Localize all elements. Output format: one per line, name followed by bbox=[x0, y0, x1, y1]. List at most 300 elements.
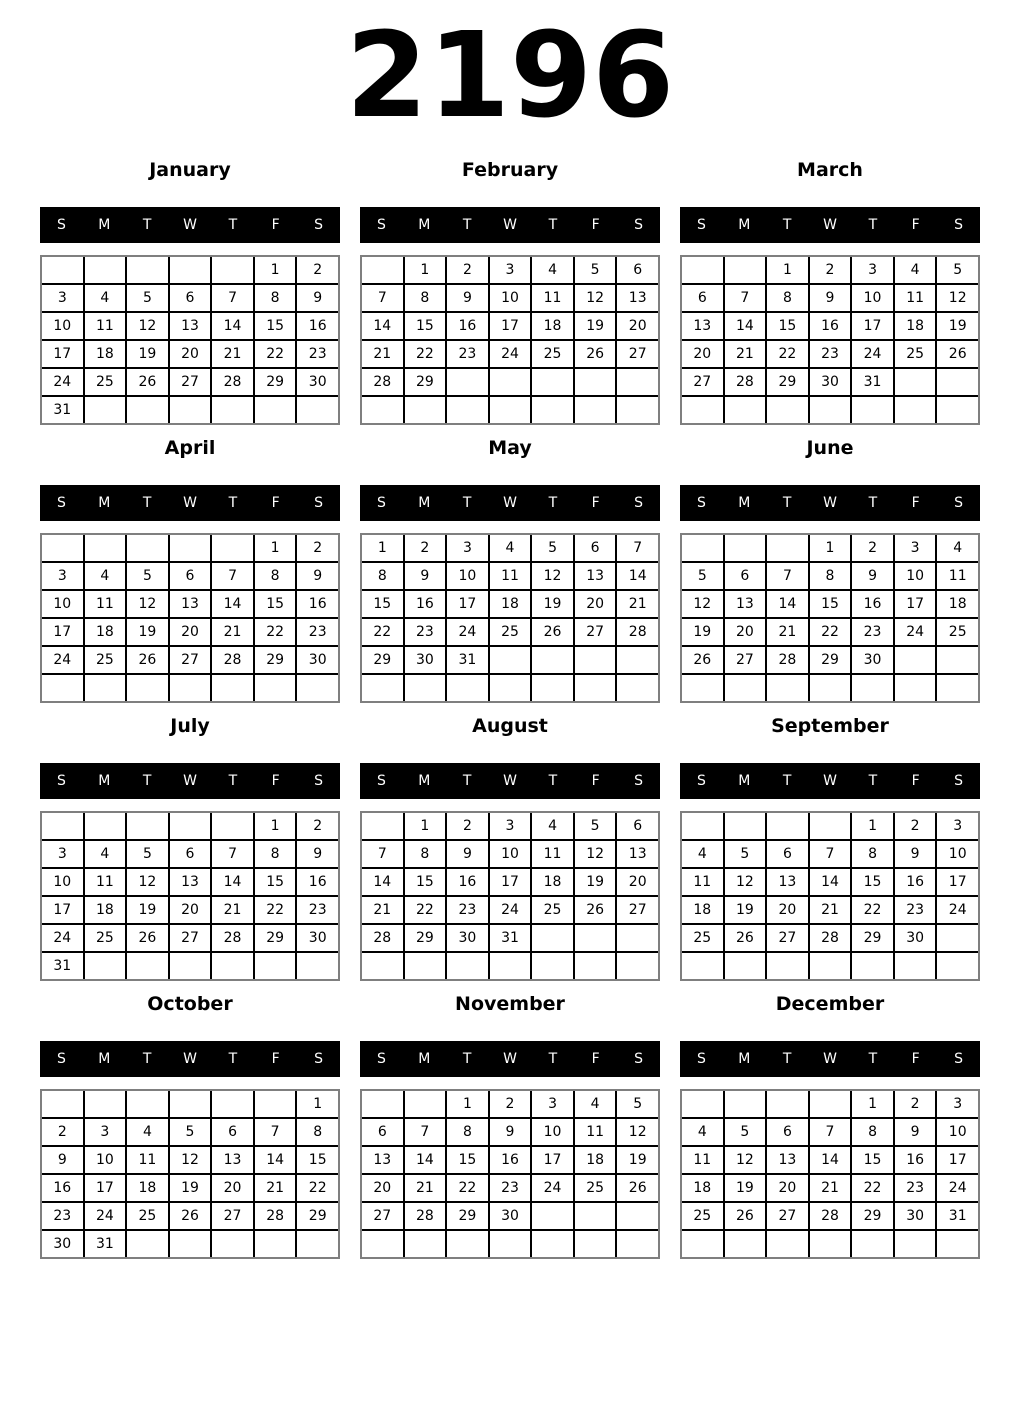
day-cell: 11 bbox=[85, 591, 126, 617]
day-cell-empty bbox=[297, 397, 338, 423]
weekday-label: T bbox=[462, 1051, 472, 1067]
day-cell: 17 bbox=[532, 1147, 573, 1173]
day-cell: 6 bbox=[170, 563, 211, 589]
day-cell: 26 bbox=[725, 1203, 766, 1229]
day-cell: 13 bbox=[170, 591, 211, 617]
day-cell: 12 bbox=[937, 285, 978, 311]
day-cell: 3 bbox=[937, 813, 978, 839]
day-cell: 21 bbox=[362, 341, 403, 367]
day-cell: 6 bbox=[617, 813, 658, 839]
month-days-grid bbox=[680, 811, 980, 981]
day-cell: 24 bbox=[42, 925, 83, 951]
day-cell: 4 bbox=[85, 285, 126, 311]
day-cell-empty bbox=[42, 535, 83, 561]
day-cell-empty bbox=[575, 397, 616, 423]
day-cell: 19 bbox=[682, 619, 723, 645]
day-cell: 4 bbox=[85, 841, 126, 867]
day-cell: 6 bbox=[767, 1119, 808, 1145]
day-cell: 19 bbox=[127, 897, 168, 923]
day-cell: 29 bbox=[810, 647, 851, 673]
day-cell: 8 bbox=[852, 841, 893, 867]
day-cell: 20 bbox=[767, 1175, 808, 1201]
day-cell: 26 bbox=[127, 647, 168, 673]
weekday-label: M bbox=[738, 495, 751, 511]
weekday-label: T bbox=[868, 217, 878, 233]
weekday-label: S bbox=[696, 217, 706, 233]
day-cell-empty bbox=[810, 813, 851, 839]
day-cell-empty bbox=[170, 1091, 211, 1117]
day-cell: 3 bbox=[852, 257, 893, 283]
weekday-label: S bbox=[954, 1051, 964, 1067]
weekday-label: T bbox=[782, 495, 792, 511]
day-cell: 20 bbox=[617, 313, 658, 339]
day-cell: 2 bbox=[42, 1119, 83, 1145]
day-cell: 28 bbox=[255, 1203, 296, 1229]
day-cell-empty bbox=[767, 1091, 808, 1117]
weekday-label: T bbox=[782, 217, 792, 233]
day-cell: 9 bbox=[42, 1147, 83, 1173]
day-cell: 24 bbox=[42, 369, 83, 395]
day-cell: 28 bbox=[362, 925, 403, 951]
day-cell: 15 bbox=[255, 591, 296, 617]
day-cell-empty bbox=[852, 675, 893, 701]
day-cell: 28 bbox=[767, 647, 808, 673]
day-cell: 30 bbox=[895, 925, 936, 951]
day-cell: 2 bbox=[810, 257, 851, 283]
day-cell: 1 bbox=[255, 257, 296, 283]
month-may bbox=[360, 433, 660, 703]
day-cell-empty bbox=[810, 675, 851, 701]
day-cell: 8 bbox=[767, 285, 808, 311]
day-cell-empty bbox=[447, 397, 488, 423]
day-cell: 19 bbox=[575, 869, 616, 895]
day-cell: 7 bbox=[362, 285, 403, 311]
weekday-label: S bbox=[314, 1051, 324, 1067]
day-cell-empty bbox=[362, 953, 403, 979]
day-cell: 2 bbox=[895, 1091, 936, 1117]
day-cell-empty bbox=[725, 397, 766, 423]
weekday-label: W bbox=[503, 1051, 517, 1067]
day-cell: 15 bbox=[255, 869, 296, 895]
day-cell: 27 bbox=[617, 897, 658, 923]
day-cell: 26 bbox=[170, 1203, 211, 1229]
day-cell: 23 bbox=[852, 619, 893, 645]
day-cell-empty bbox=[767, 397, 808, 423]
day-cell: 19 bbox=[170, 1175, 211, 1201]
month-title: December bbox=[775, 993, 885, 1015]
day-cell-empty bbox=[127, 257, 168, 283]
weekday-label: F bbox=[911, 217, 920, 233]
day-cell: 22 bbox=[447, 1175, 488, 1201]
day-cell: 27 bbox=[725, 647, 766, 673]
day-cell-empty bbox=[810, 953, 851, 979]
month-march bbox=[680, 155, 980, 425]
day-cell: 25 bbox=[575, 1175, 616, 1201]
day-cell-empty bbox=[362, 675, 403, 701]
day-cell: 8 bbox=[447, 1119, 488, 1145]
day-cell: 5 bbox=[937, 257, 978, 283]
day-cell: 18 bbox=[895, 313, 936, 339]
day-cell-empty bbox=[725, 1231, 766, 1257]
day-cell: 28 bbox=[810, 925, 851, 951]
day-cell: 27 bbox=[617, 341, 658, 367]
day-cell-empty bbox=[725, 675, 766, 701]
month-title: November bbox=[455, 993, 565, 1015]
day-cell: 29 bbox=[255, 925, 296, 951]
day-cell-empty bbox=[85, 953, 126, 979]
day-cell: 8 bbox=[255, 285, 296, 311]
day-cell: 13 bbox=[682, 313, 723, 339]
day-cell-empty bbox=[725, 813, 766, 839]
day-cell: 16 bbox=[895, 1147, 936, 1173]
day-cell: 20 bbox=[362, 1175, 403, 1201]
day-cell-empty bbox=[725, 257, 766, 283]
day-cell: 3 bbox=[490, 257, 531, 283]
day-cell-empty bbox=[617, 397, 658, 423]
day-cell: 7 bbox=[362, 841, 403, 867]
day-cell: 10 bbox=[490, 285, 531, 311]
day-cell: 24 bbox=[490, 897, 531, 923]
day-cell: 28 bbox=[617, 619, 658, 645]
day-cell: 13 bbox=[725, 591, 766, 617]
day-cell: 5 bbox=[170, 1119, 211, 1145]
day-cell: 10 bbox=[937, 841, 978, 867]
day-cell: 2 bbox=[297, 535, 338, 561]
day-cell: 9 bbox=[447, 841, 488, 867]
day-cell: 9 bbox=[852, 563, 893, 589]
day-cell: 22 bbox=[362, 619, 403, 645]
weekday-label: S bbox=[954, 217, 964, 233]
day-cell: 14 bbox=[810, 1147, 851, 1173]
day-cell: 16 bbox=[42, 1175, 83, 1201]
day-cell-empty bbox=[212, 257, 253, 283]
weekday-label: T bbox=[782, 773, 792, 789]
day-cell: 8 bbox=[255, 841, 296, 867]
day-cell: 29 bbox=[405, 369, 446, 395]
month-title: August bbox=[472, 715, 548, 737]
day-cell: 18 bbox=[532, 869, 573, 895]
weekday-label: S bbox=[634, 217, 644, 233]
day-cell: 9 bbox=[895, 1119, 936, 1145]
day-cell: 29 bbox=[852, 1203, 893, 1229]
day-cell: 29 bbox=[297, 1203, 338, 1229]
day-cell: 27 bbox=[170, 369, 211, 395]
weekday-label: S bbox=[696, 495, 706, 511]
weekday-label: S bbox=[56, 773, 66, 789]
weekday-label: F bbox=[591, 773, 600, 789]
weekday-label: M bbox=[738, 773, 751, 789]
weekday-header-bar bbox=[40, 1041, 340, 1077]
day-cell: 26 bbox=[127, 925, 168, 951]
weekday-label: S bbox=[634, 495, 644, 511]
day-cell: 6 bbox=[767, 841, 808, 867]
day-cell-empty bbox=[532, 647, 573, 673]
weekday-label: S bbox=[634, 773, 644, 789]
day-cell: 1 bbox=[297, 1091, 338, 1117]
day-cell: 23 bbox=[297, 341, 338, 367]
day-cell-empty bbox=[405, 675, 446, 701]
day-cell: 13 bbox=[362, 1147, 403, 1173]
month-february bbox=[360, 155, 660, 425]
day-cell-empty bbox=[575, 369, 616, 395]
day-cell-empty bbox=[895, 369, 936, 395]
day-cell: 13 bbox=[617, 285, 658, 311]
weekday-label: F bbox=[591, 217, 600, 233]
day-cell: 31 bbox=[42, 953, 83, 979]
day-cell: 8 bbox=[852, 1119, 893, 1145]
day-cell: 20 bbox=[170, 619, 211, 645]
day-cell: 23 bbox=[42, 1203, 83, 1229]
day-cell-empty bbox=[85, 535, 126, 561]
day-cell: 1 bbox=[447, 1091, 488, 1117]
month-days-grid bbox=[360, 255, 660, 425]
day-cell: 15 bbox=[362, 591, 403, 617]
day-cell: 2 bbox=[297, 257, 338, 283]
day-cell: 10 bbox=[42, 869, 83, 895]
day-cell-empty bbox=[767, 1231, 808, 1257]
weekday-label: M bbox=[738, 217, 751, 233]
weekday-label: T bbox=[228, 1051, 238, 1067]
day-cell: 3 bbox=[532, 1091, 573, 1117]
day-cell-empty bbox=[810, 1231, 851, 1257]
day-cell: 18 bbox=[532, 313, 573, 339]
day-cell-empty bbox=[405, 397, 446, 423]
day-cell-empty bbox=[85, 813, 126, 839]
day-cell: 19 bbox=[937, 313, 978, 339]
day-cell-empty bbox=[575, 953, 616, 979]
day-cell: 28 bbox=[725, 369, 766, 395]
day-cell: 27 bbox=[575, 619, 616, 645]
day-cell: 3 bbox=[42, 563, 83, 589]
day-cell-empty bbox=[767, 953, 808, 979]
day-cell-empty bbox=[255, 1231, 296, 1257]
day-cell-empty bbox=[405, 953, 446, 979]
day-cell-empty bbox=[255, 675, 296, 701]
day-cell: 12 bbox=[725, 1147, 766, 1173]
day-cell: 8 bbox=[810, 563, 851, 589]
day-cell: 4 bbox=[682, 1119, 723, 1145]
day-cell: 19 bbox=[725, 1175, 766, 1201]
weekday-label: W bbox=[183, 495, 197, 511]
day-cell-empty bbox=[170, 535, 211, 561]
day-cell: 30 bbox=[405, 647, 446, 673]
day-cell-empty bbox=[405, 1091, 446, 1117]
day-cell-empty bbox=[852, 1231, 893, 1257]
day-cell: 23 bbox=[895, 897, 936, 923]
day-cell: 5 bbox=[127, 841, 168, 867]
weekday-label: S bbox=[314, 773, 324, 789]
day-cell: 15 bbox=[852, 869, 893, 895]
day-cell-empty bbox=[212, 953, 253, 979]
day-cell: 11 bbox=[937, 563, 978, 589]
day-cell: 26 bbox=[617, 1175, 658, 1201]
day-cell-empty bbox=[895, 953, 936, 979]
month-january bbox=[40, 155, 340, 425]
day-cell: 4 bbox=[937, 535, 978, 561]
day-cell: 22 bbox=[255, 897, 296, 923]
day-cell: 24 bbox=[937, 1175, 978, 1201]
weekday-header-bar bbox=[40, 763, 340, 799]
day-cell: 18 bbox=[127, 1175, 168, 1201]
day-cell: 26 bbox=[725, 925, 766, 951]
weekday-label: W bbox=[183, 1051, 197, 1067]
weekday-label: T bbox=[548, 773, 558, 789]
day-cell: 23 bbox=[895, 1175, 936, 1201]
weekday-label: F bbox=[591, 1051, 600, 1067]
day-cell-empty bbox=[490, 1231, 531, 1257]
day-cell: 2 bbox=[297, 813, 338, 839]
day-cell: 4 bbox=[490, 535, 531, 561]
day-cell: 16 bbox=[447, 869, 488, 895]
day-cell-empty bbox=[127, 675, 168, 701]
day-cell: 14 bbox=[405, 1147, 446, 1173]
month-title: January bbox=[149, 159, 231, 181]
day-cell: 29 bbox=[362, 647, 403, 673]
day-cell: 14 bbox=[362, 313, 403, 339]
day-cell: 30 bbox=[852, 647, 893, 673]
day-cell: 26 bbox=[575, 341, 616, 367]
day-cell: 11 bbox=[127, 1147, 168, 1173]
day-cell: 20 bbox=[617, 869, 658, 895]
weekday-label: W bbox=[823, 495, 837, 511]
day-cell: 13 bbox=[212, 1147, 253, 1173]
day-cell-empty bbox=[617, 1231, 658, 1257]
day-cell: 17 bbox=[42, 341, 83, 367]
day-cell: 15 bbox=[255, 313, 296, 339]
day-cell: 21 bbox=[617, 591, 658, 617]
day-cell: 30 bbox=[895, 1203, 936, 1229]
day-cell: 2 bbox=[490, 1091, 531, 1117]
weekday-label: T bbox=[548, 1051, 558, 1067]
weekday-label: T bbox=[868, 1051, 878, 1067]
weekday-label: F bbox=[271, 217, 280, 233]
day-cell-empty bbox=[725, 535, 766, 561]
months-grid bbox=[0, 155, 1020, 1259]
day-cell-empty bbox=[490, 647, 531, 673]
day-cell: 20 bbox=[767, 897, 808, 923]
day-cell: 17 bbox=[85, 1175, 126, 1201]
month-days-grid bbox=[680, 533, 980, 703]
weekday-label: S bbox=[56, 217, 66, 233]
day-cell: 12 bbox=[725, 869, 766, 895]
weekday-label: S bbox=[376, 1051, 386, 1067]
day-cell: 9 bbox=[895, 841, 936, 867]
weekday-label: T bbox=[142, 495, 152, 511]
day-cell: 6 bbox=[170, 841, 211, 867]
day-cell: 12 bbox=[127, 591, 168, 617]
day-cell: 27 bbox=[170, 925, 211, 951]
weekday-label: M bbox=[418, 773, 431, 789]
day-cell: 18 bbox=[575, 1147, 616, 1173]
weekday-label: F bbox=[591, 495, 600, 511]
day-cell: 31 bbox=[490, 925, 531, 951]
month-title: July bbox=[170, 715, 210, 737]
day-cell-empty bbox=[937, 647, 978, 673]
day-cell: 7 bbox=[212, 841, 253, 867]
day-cell-empty bbox=[297, 1231, 338, 1257]
day-cell: 8 bbox=[405, 285, 446, 311]
day-cell-empty bbox=[532, 1203, 573, 1229]
day-cell: 28 bbox=[212, 369, 253, 395]
day-cell: 24 bbox=[852, 341, 893, 367]
day-cell: 10 bbox=[852, 285, 893, 311]
day-cell-empty bbox=[362, 1091, 403, 1117]
day-cell: 8 bbox=[297, 1119, 338, 1145]
day-cell: 9 bbox=[447, 285, 488, 311]
day-cell: 5 bbox=[575, 257, 616, 283]
day-cell: 16 bbox=[490, 1147, 531, 1173]
month-days-grid bbox=[40, 255, 340, 425]
weekday-header-bar bbox=[680, 1041, 980, 1077]
day-cell-empty bbox=[297, 953, 338, 979]
day-cell-empty bbox=[532, 675, 573, 701]
day-cell: 31 bbox=[937, 1203, 978, 1229]
day-cell: 16 bbox=[852, 591, 893, 617]
day-cell: 21 bbox=[255, 1175, 296, 1201]
day-cell: 19 bbox=[617, 1147, 658, 1173]
day-cell: 22 bbox=[405, 897, 446, 923]
day-cell: 19 bbox=[532, 591, 573, 617]
day-cell: 3 bbox=[85, 1119, 126, 1145]
weekday-label: M bbox=[418, 217, 431, 233]
day-cell: 19 bbox=[575, 313, 616, 339]
day-cell: 19 bbox=[725, 897, 766, 923]
day-cell: 27 bbox=[362, 1203, 403, 1229]
weekday-label: S bbox=[56, 1051, 66, 1067]
day-cell: 4 bbox=[127, 1119, 168, 1145]
weekday-label: T bbox=[228, 773, 238, 789]
day-cell-empty bbox=[297, 675, 338, 701]
day-cell-empty bbox=[85, 675, 126, 701]
month-september bbox=[680, 711, 980, 981]
day-cell: 5 bbox=[725, 841, 766, 867]
day-cell-empty bbox=[767, 675, 808, 701]
day-cell-empty bbox=[682, 535, 723, 561]
weekday-label: S bbox=[314, 495, 324, 511]
day-cell: 1 bbox=[405, 813, 446, 839]
day-cell-empty bbox=[682, 1091, 723, 1117]
day-cell: 25 bbox=[682, 925, 723, 951]
day-cell: 8 bbox=[362, 563, 403, 589]
day-cell-empty bbox=[255, 397, 296, 423]
day-cell-empty bbox=[895, 675, 936, 701]
day-cell: 16 bbox=[297, 869, 338, 895]
day-cell: 16 bbox=[297, 591, 338, 617]
day-cell: 9 bbox=[405, 563, 446, 589]
day-cell: 7 bbox=[810, 1119, 851, 1145]
day-cell: 18 bbox=[937, 591, 978, 617]
day-cell: 12 bbox=[127, 869, 168, 895]
weekday-header-bar bbox=[360, 1041, 660, 1077]
day-cell: 12 bbox=[170, 1147, 211, 1173]
day-cell: 17 bbox=[895, 591, 936, 617]
day-cell: 16 bbox=[297, 313, 338, 339]
day-cell: 30 bbox=[42, 1231, 83, 1257]
day-cell: 25 bbox=[682, 1203, 723, 1229]
day-cell: 27 bbox=[767, 1203, 808, 1229]
month-days-grid bbox=[360, 811, 660, 981]
day-cell: 9 bbox=[297, 285, 338, 311]
day-cell: 3 bbox=[447, 535, 488, 561]
day-cell-empty bbox=[895, 397, 936, 423]
day-cell: 25 bbox=[490, 619, 531, 645]
day-cell: 18 bbox=[682, 897, 723, 923]
day-cell: 14 bbox=[255, 1147, 296, 1173]
day-cell: 15 bbox=[405, 869, 446, 895]
day-cell-empty bbox=[810, 397, 851, 423]
weekday-label: W bbox=[503, 217, 517, 233]
weekday-label: T bbox=[782, 1051, 792, 1067]
